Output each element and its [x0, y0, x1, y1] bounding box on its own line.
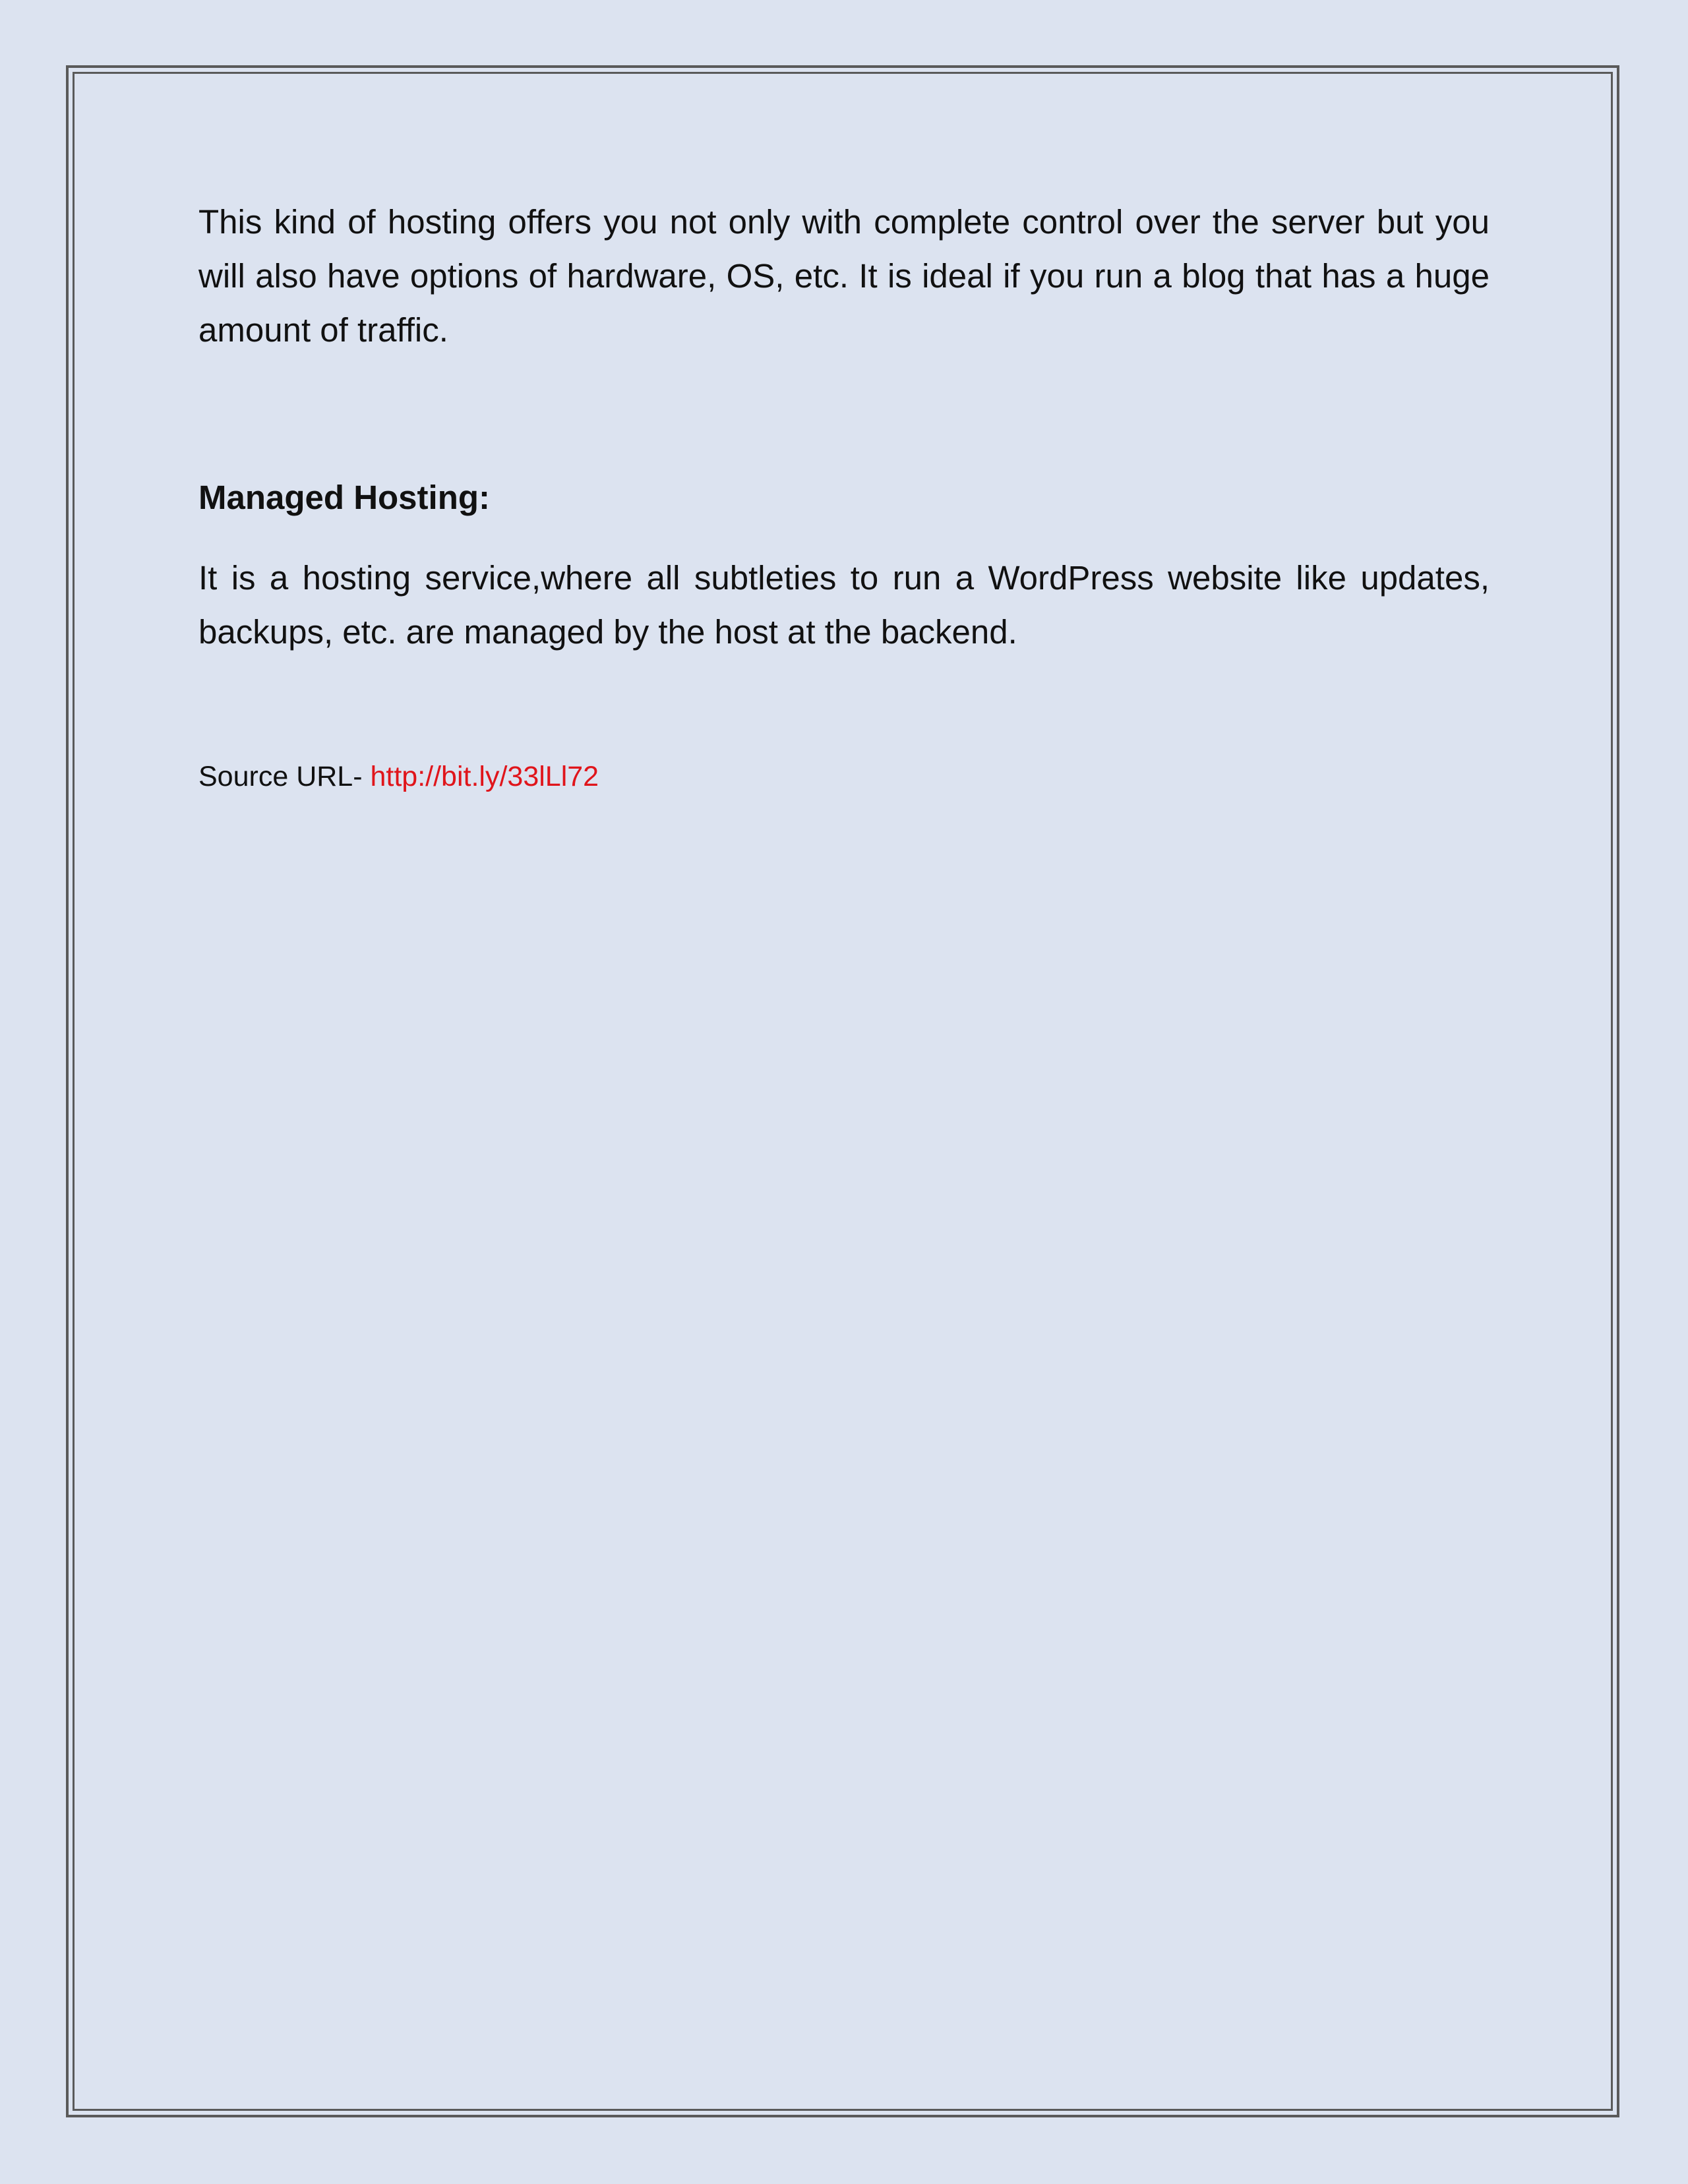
page-border-inner: [73, 72, 1613, 2111]
source-line: [198, 757, 599, 796]
source-url-link[interactable]: http://bit.ly/33lLl72: [370, 761, 599, 792]
source-label: Source URL-: [198, 761, 371, 792]
section-heading: Managed Hosting:: [198, 479, 490, 516]
managed-hosting-paragraph: It is a hosting service,where all subtleties to run a WordPress website like updates, backups, etc. are managed by the host at the backend.: [198, 559, 1490, 651]
page-content: [198, 195, 1490, 792]
intro-paragraph: This kind of hosting offers you not only with complete control over the server but you will also have options of hardware, OS, etc. It is ideal if you run a blog that has a huge amount of traffic.: [198, 203, 1490, 349]
